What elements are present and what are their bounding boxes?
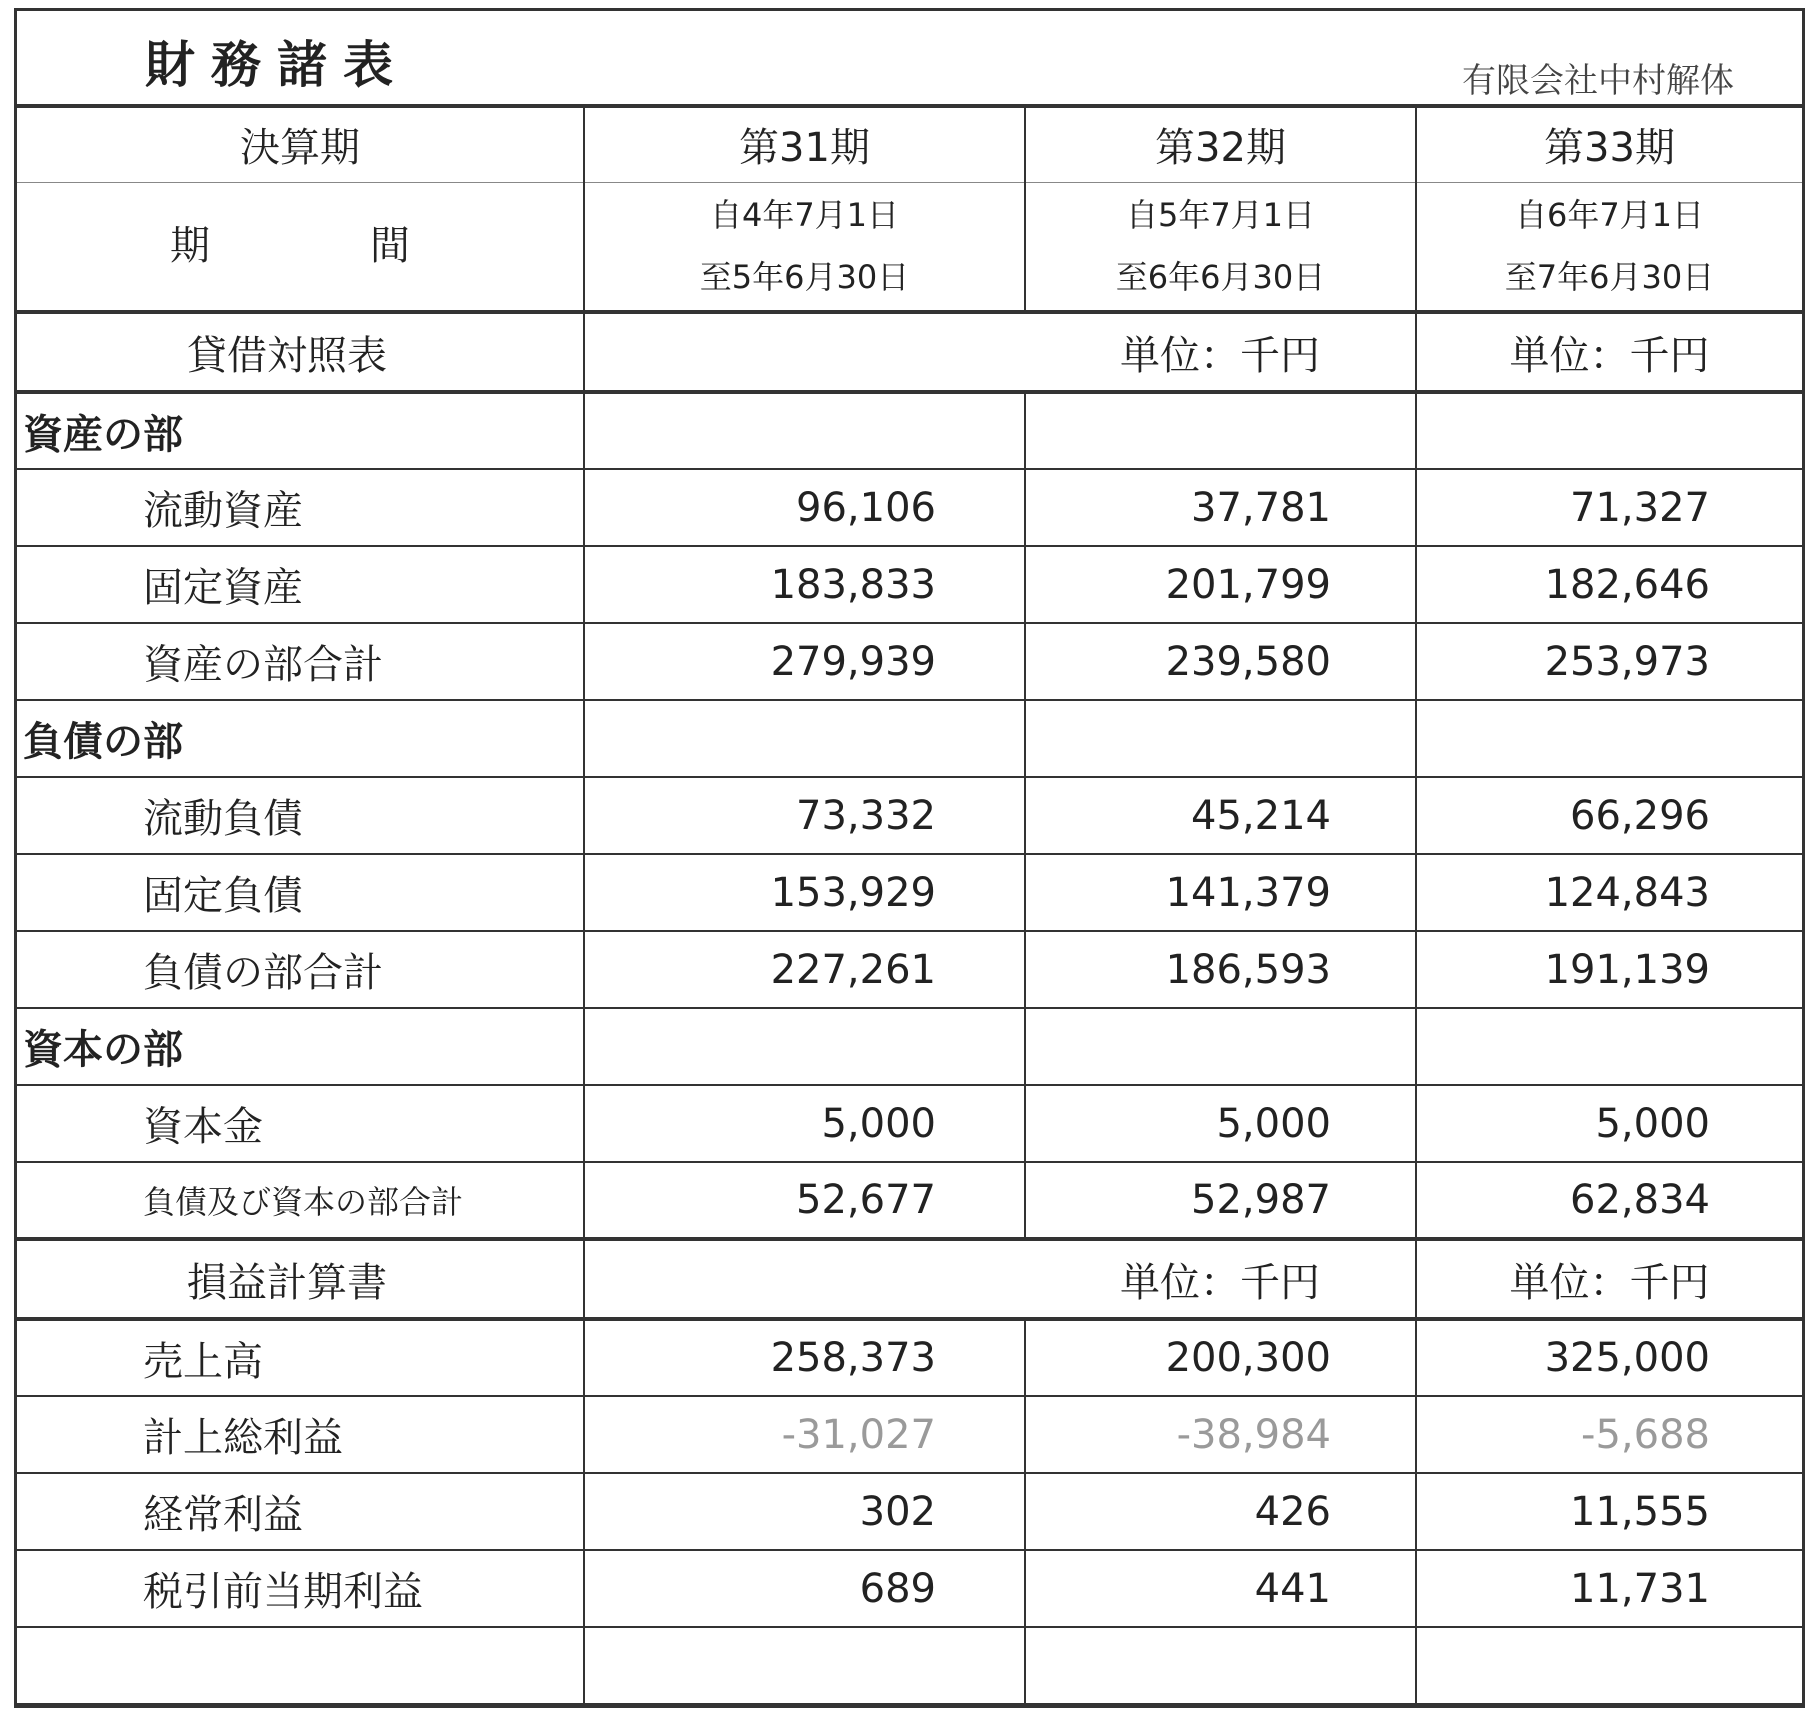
value-cell: 426 (1025, 1473, 1416, 1550)
row-label: 負債及び資本の部合計 (17, 1162, 584, 1239)
period-33-range (1416, 182, 1802, 312)
value-cell: 11,555 (1416, 1473, 1802, 1550)
balance-sheet-header-blank (584, 312, 1025, 392)
value-cell: 325,000 (1416, 1319, 1802, 1396)
period-32-to: 至6年6月30日 (1115, 258, 1326, 297)
financial-statements-sheet (14, 8, 1805, 1708)
period-31-header: 第31期 (584, 108, 1025, 182)
empty-cell (1025, 700, 1416, 777)
value-cell: 689 (584, 1550, 1025, 1627)
fiscal-period-label: 決算期 (17, 108, 584, 182)
period-33-to: 至7年6月30日 (1504, 258, 1715, 297)
period-31-range (584, 182, 1025, 312)
empty-cell (584, 1627, 1025, 1704)
table-row (17, 1319, 1802, 1396)
value-cell: 183,833 (584, 546, 1025, 623)
value-cell: 5,000 (1025, 1085, 1416, 1162)
capital-heading-row (17, 1008, 1802, 1085)
value-cell: 5,000 (584, 1085, 1025, 1162)
assets-heading-row (17, 392, 1802, 469)
value-cell: 153,929 (584, 854, 1025, 931)
empty-cell (1025, 392, 1416, 469)
row-label: 固定資産 (17, 546, 584, 623)
value-cell: 182,646 (1416, 546, 1802, 623)
table-row (17, 777, 1802, 854)
value-cell: 302 (584, 1473, 1025, 1550)
value-cell: 66,296 (1416, 777, 1802, 854)
value-cell: 71,327 (1416, 469, 1802, 546)
value-cell: 52,677 (584, 1162, 1025, 1239)
row-label: 流動資産 (17, 469, 584, 546)
empty-cell (584, 700, 1025, 777)
value-cell: -38,984 (1025, 1396, 1416, 1473)
value-cell: 253,973 (1416, 623, 1802, 700)
title-row (17, 11, 1802, 108)
value-cell: 5,000 (1416, 1085, 1802, 1162)
row-label: 経常利益 (17, 1473, 584, 1550)
value-cell: 73,332 (584, 777, 1025, 854)
table-row (17, 854, 1802, 931)
income-statement-title: 損益計算書 (17, 1239, 584, 1319)
empty-cell (1416, 1008, 1802, 1085)
row-label: 固定負債 (17, 854, 584, 931)
liabilities-heading: 負債の部 (17, 700, 584, 777)
value-cell: 96,106 (584, 469, 1025, 546)
company-name: 有限会社中村解体 (1462, 61, 1734, 101)
table-row (17, 1473, 1802, 1550)
balance-sheet-unit-33: 単位：千円 (1416, 312, 1802, 392)
row-label: 計上総利益 (17, 1396, 584, 1473)
income-statement-unit-32: 単位：千円 (1025, 1239, 1416, 1319)
table-row (17, 1162, 1802, 1239)
value-cell: 37,781 (1025, 469, 1416, 546)
capital-heading: 資本の部 (17, 1008, 584, 1085)
fiscal-period-header-row (17, 108, 1802, 182)
table-row (17, 469, 1802, 546)
value-cell: 141,379 (1025, 854, 1416, 931)
value-cell: -31,027 (584, 1396, 1025, 1473)
page-title: 財務諸表 (145, 36, 409, 94)
balance-sheet-title: 貸借対照表 (17, 312, 584, 392)
empty-cell (1416, 700, 1802, 777)
value-cell: -5,688 (1416, 1396, 1802, 1473)
row-label: 税引前当期利益 (17, 1550, 584, 1627)
financial-table (17, 108, 1802, 1705)
value-cell: 279,939 (584, 623, 1025, 700)
empty-cell (584, 392, 1025, 469)
value-cell: 186,593 (1025, 931, 1416, 1008)
row-label: 負債の部合計 (17, 931, 584, 1008)
empty-cell (584, 1008, 1025, 1085)
empty-cell (1416, 1627, 1802, 1704)
table-row (17, 623, 1802, 700)
table-row (17, 1396, 1802, 1473)
liabilities-heading-row (17, 700, 1802, 777)
empty-cell (1025, 1627, 1416, 1704)
income-statement-header-blank (584, 1239, 1025, 1319)
value-cell: 201,799 (1025, 546, 1416, 623)
value-cell: 52,987 (1025, 1162, 1416, 1239)
table-row (17, 1550, 1802, 1627)
value-cell: 11,731 (1416, 1550, 1802, 1627)
income-statement-header-row (17, 1239, 1802, 1319)
table-row (17, 931, 1802, 1008)
value-cell: 191,139 (1416, 931, 1802, 1008)
value-cell: 124,843 (1416, 854, 1802, 931)
period-31-to: 至5年6月30日 (699, 258, 910, 297)
period-33-from: 自6年7月1日 (1514, 196, 1705, 235)
value-cell: 227,261 (584, 931, 1025, 1008)
assets-heading: 資産の部 (17, 392, 584, 469)
value-cell: 200,300 (1025, 1319, 1416, 1396)
period-range-row (17, 182, 1802, 312)
period-32-from: 自5年7月1日 (1125, 196, 1316, 235)
table-row (17, 546, 1802, 623)
value-cell: 239,580 (1025, 623, 1416, 700)
period-32-header: 第32期 (1025, 108, 1416, 182)
value-cell: 441 (1025, 1550, 1416, 1627)
value-cell: 62,834 (1416, 1162, 1802, 1239)
balance-sheet-header-row (17, 312, 1802, 392)
period-31-from: 自4年7月1日 (709, 196, 900, 235)
empty-row (17, 1627, 1802, 1704)
row-label: 売上高 (17, 1319, 584, 1396)
empty-cell (1025, 1008, 1416, 1085)
value-cell: 45,214 (1025, 777, 1416, 854)
row-label: 流動負債 (17, 777, 584, 854)
empty-cell (1416, 392, 1802, 469)
balance-sheet-unit-32: 単位：千円 (1025, 312, 1416, 392)
period-range-label: 期 間 (17, 182, 584, 312)
row-label: 資産の部合計 (17, 623, 584, 700)
empty-cell (17, 1627, 584, 1704)
table-row (17, 1085, 1802, 1162)
row-label: 資本金 (17, 1085, 584, 1162)
value-cell: 258,373 (584, 1319, 1025, 1396)
period-32-range (1025, 182, 1416, 312)
income-statement-unit-33: 単位：千円 (1416, 1239, 1802, 1319)
period-33-header: 第33期 (1416, 108, 1802, 182)
